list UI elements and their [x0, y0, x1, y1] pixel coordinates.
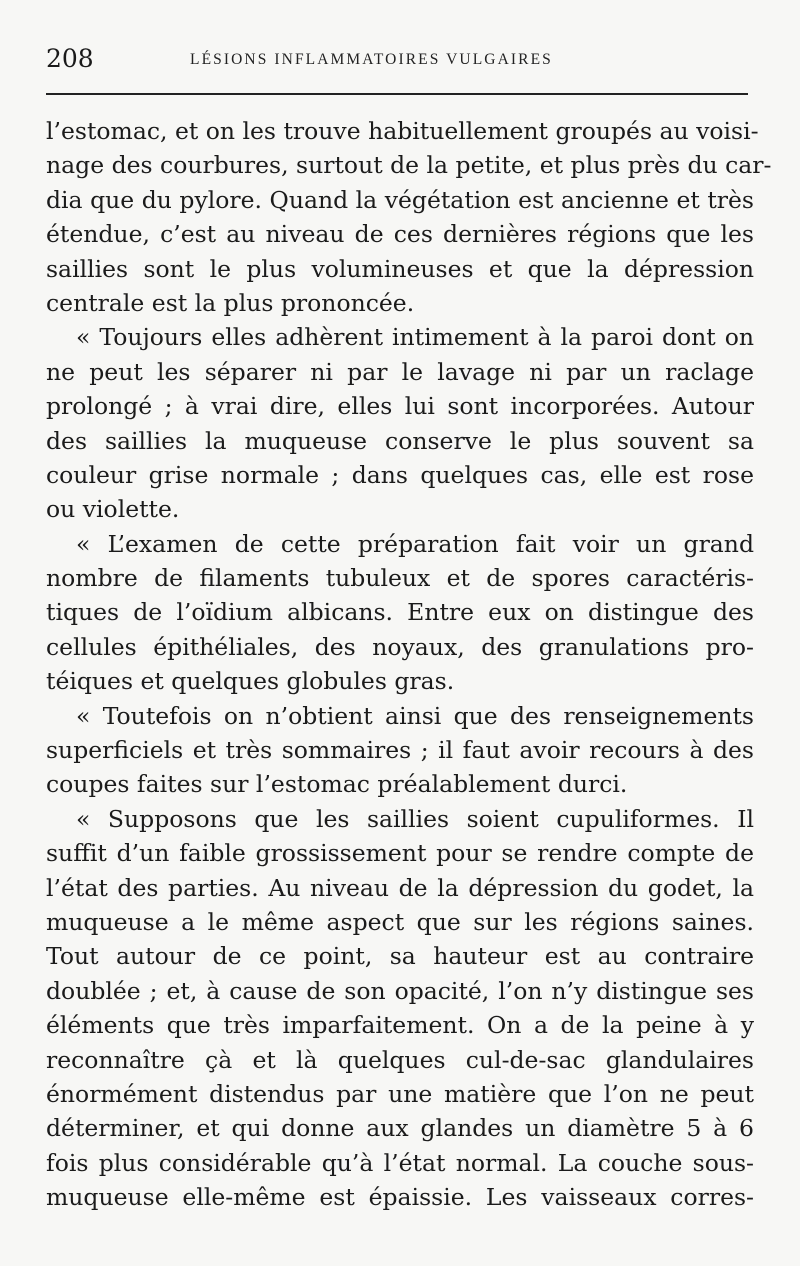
text-line: suffit d’un faible grossissement pour se rendre compte de — [46, 839, 754, 868]
text-line: étendue, c’est au niveau de ces dernières régions que les — [46, 220, 754, 249]
text-line: éléments que très imparfaitement. On a de la peine à y — [46, 1011, 754, 1040]
text-line: prolongé ; à vrai dire, elles lui sont incorporées. Autour — [46, 392, 754, 421]
text-line: reconnaître çà et là quelques cul-de-sac glandulaires — [46, 1045, 754, 1074]
text-line: tiques de l’oïdium albicans. Entre eux on distingue des — [46, 598, 754, 627]
text-line: nombre de filaments tubuleux et de spores caractéris- — [46, 564, 754, 593]
text-line: dia que du pylore. Quand la végétation est ancienne et très — [46, 185, 754, 214]
page-number: 208 — [46, 44, 94, 73]
text-line: l’estomac, et on les trouve habituellement groupés au voisi- — [46, 117, 759, 145]
text-line: ou violette. — [46, 495, 180, 524]
text-line: centrale est la plus prononcée. — [46, 288, 415, 317]
text-line: « L’examen de cette préparation fait voir un grand — [76, 529, 754, 558]
running-head: LÉSIONS INFLAMMATOIRES VULGAIRES — [190, 51, 553, 68]
text-line: cellules épithéliales, des noyaux, des granulations pro- — [46, 632, 754, 661]
text-line: coupes faites sur l’estomac préalablement durci. — [46, 770, 628, 799]
text-line: déterminer, et qui donne aux glandes un diamètre 5 à 6 — [46, 1114, 754, 1143]
text-line: des saillies la muqueuse conserve le plus souvent sa — [46, 426, 754, 455]
text-line: fois plus considérable qu’à l’état normal. La couche sous- — [46, 1148, 754, 1177]
text-line: muqueuse elle-même est épaissie. Les vaisseaux corres- — [46, 1183, 754, 1212]
body-text — [46, 114, 772, 1215]
page-header — [46, 44, 746, 74]
text-line: « Toutefois on n’obtient ainsi que des renseignements — [76, 701, 754, 730]
text-line: énormément distendus par une matière que l’on ne peut — [46, 1079, 754, 1108]
text-line: couleur grise normale ; dans quelques cas, elle est rose — [46, 460, 754, 489]
text-line: nage des courbures, surtout de la petite, et plus près du car- — [46, 151, 772, 180]
text-line: « Toujours elles adhèrent intimement à la paroi dont on — [76, 323, 754, 352]
text-line: doublée ; et, à cause de son opacité, l’on n’y distingue ses — [46, 976, 754, 1005]
text-line: superficiels et très sommaires ; il faut avoir recours à des — [46, 736, 754, 765]
text-line: l’état des parties. Au niveau de la dépression du godet, la — [46, 873, 754, 902]
text-line: téiques et quelques globules gras. — [46, 667, 455, 696]
header-rule — [46, 93, 748, 95]
text-line: muqueuse a le même aspect que sur les régions saines. — [46, 907, 754, 936]
text-line: ne peut les séparer ni par le lavage ni par un raclage — [46, 357, 754, 386]
text-line: « Supposons que les saillies soient cupuliformes. Il — [76, 804, 754, 833]
text-line: Tout autour de ce point, sa hauteur est au contraire — [46, 942, 754, 971]
text-line: saillies sont le plus volumineuses et que la dépression — [46, 254, 754, 283]
